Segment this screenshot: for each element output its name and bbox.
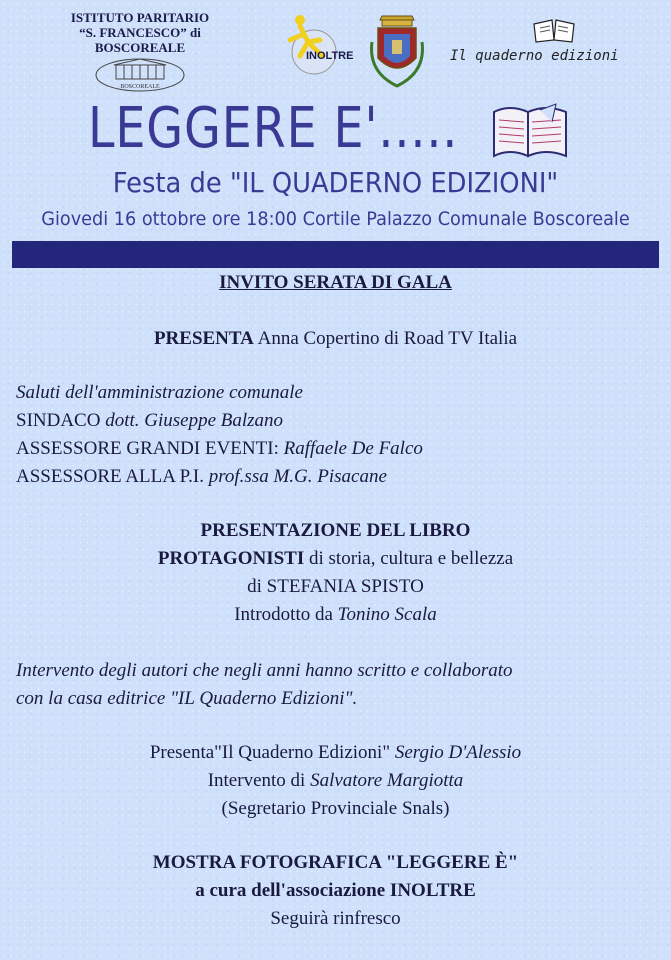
school-crest-label: BOSCOREALE	[120, 84, 160, 90]
refreshment-note: Seguirà rinfresco	[270, 908, 401, 929]
intervention-line	[0, 770, 671, 792]
book-title-line	[0, 548, 671, 570]
school-building-icon	[94, 57, 186, 93]
divider-bar	[12, 241, 659, 268]
intervention-role: (Segretario Provinciale Snals)	[221, 798, 450, 819]
book-author: di STEFANIA SPISTO	[247, 576, 424, 597]
book-icon	[490, 98, 570, 160]
book-heading: PRESENTAZIONE DEL LIBRO	[200, 520, 471, 541]
school-name-line1: ISTITUTO PARITARIO	[70, 10, 210, 25]
book-title: PROTAGONISTI	[157, 548, 305, 569]
book-subtitle: di storia, cultura e bellezza	[309, 548, 514, 569]
open-book-icon	[532, 18, 576, 44]
intervention-label: Intervento di	[207, 770, 306, 791]
publisher-logo-text: Il quaderno edizioni	[450, 48, 619, 64]
coat-of-arms-icon	[366, 12, 428, 90]
exhibit-curator: a cura dell'associazione INOLTRE	[195, 880, 476, 901]
pi-line	[16, 466, 387, 488]
mayor-name: dott. Giuseppe Balzano	[105, 410, 284, 431]
authors-line-1: Intervento degli autori che negli anni hanno scritto e collaborato	[16, 660, 513, 681]
pi-name: prof.ssa M.G. Pisacane	[208, 466, 387, 487]
inoltre-label: INOLTRE	[306, 50, 354, 62]
school-name-line2: “S. FRANCESCO” di BOSCOREALE	[79, 25, 201, 55]
subtitle: Festa de "IL QUADERNO EDIZIONI"	[112, 166, 559, 199]
publisher-logo	[450, 18, 660, 78]
presenter-label: PRESENTA	[153, 328, 254, 349]
mayor-line	[16, 410, 283, 432]
events-role: ASSESSORE GRANDI EVENTI:	[16, 438, 279, 459]
events-name: Raffaele De Falco	[283, 438, 423, 459]
inoltre-runner-icon	[278, 10, 358, 80]
publisher-label: Presenta"Il Quaderno Edizioni"	[149, 742, 391, 763]
school-logo	[40, 10, 240, 98]
publisher-name: Sergio D'Alessio	[394, 742, 522, 763]
page-title: LEGGERE E'.....	[88, 96, 459, 161]
book-intro-name: Tonino Scala	[337, 604, 437, 625]
authors-line-2: con la casa editrice "IL Quaderno Edizioni".	[16, 688, 358, 709]
intervention-name: Salvatore Margiotta	[310, 770, 464, 791]
inoltre-logo	[278, 10, 358, 80]
invite-heading: INVITO SERATA DI GALA	[219, 272, 452, 293]
book-intro-line	[0, 604, 671, 626]
mayor-role: SINDACO	[16, 410, 101, 431]
pi-role: ASSESSORE ALLA P.I.	[16, 466, 204, 487]
presenter-text: Anna Copertino di Road TV Italia	[257, 328, 518, 349]
events-line	[16, 438, 423, 460]
book-intro-label: Introdotto da	[234, 604, 333, 625]
publisher-line	[0, 742, 671, 764]
date-line: Giovedi 16 ottobre ore 18:00 Cortile Palazzo Comunale Boscoreale	[41, 208, 630, 230]
exhibit-title: MOSTRA FOTOGRAFICA "LEGGERE È"	[152, 852, 519, 873]
presenter-line	[0, 328, 671, 350]
greetings-intro: Saluti dell'amministrazione comunale	[16, 382, 303, 403]
